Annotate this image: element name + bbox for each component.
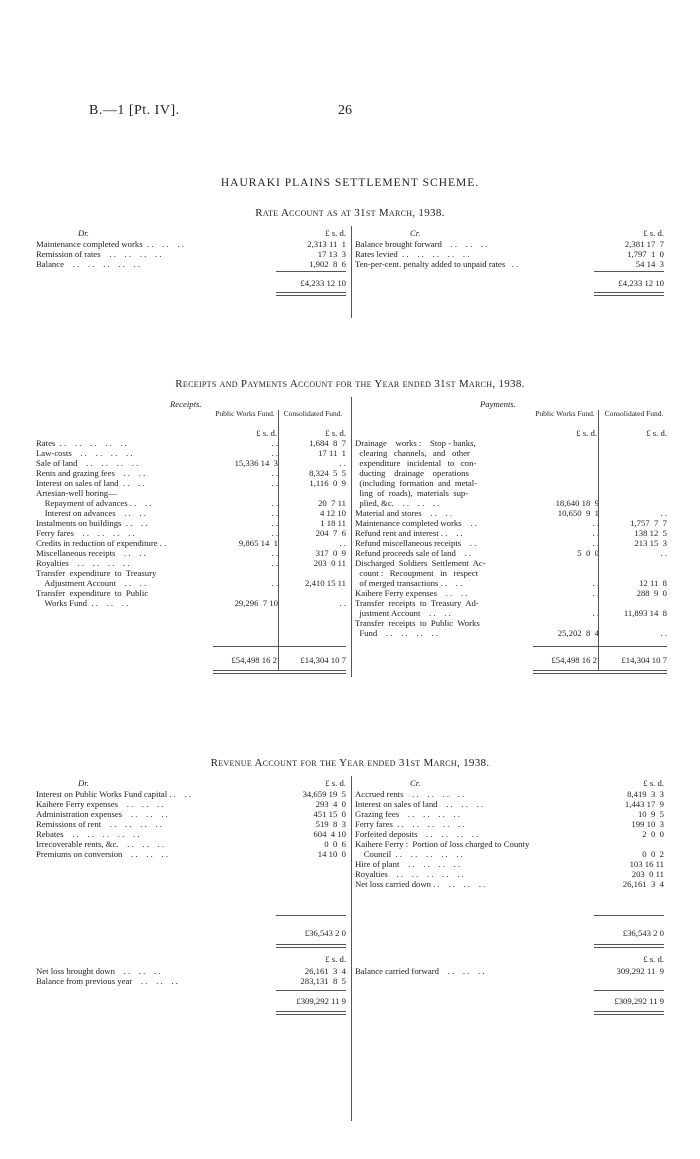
ledger-row [36, 438, 346, 448]
ledger-row-public-works-fund: . . [592, 578, 599, 588]
ledger-row-label: Interest on advances . . . . [36, 508, 147, 518]
ledger-row-amount: 199 10 3 [631, 819, 664, 829]
receipts-pwf-currency: £ s. d. [256, 428, 277, 438]
ledger-row [36, 789, 346, 799]
ledger-row-public-works-fund: . . [271, 518, 278, 528]
ledger-row-label: Rents and grazing fees . . . . [36, 468, 146, 478]
ledger-row-label: Drainage works : Stop - banks, [355, 438, 476, 448]
ledger-row-label: Council . . . . . . . . . . [355, 849, 463, 859]
revenue-cr-list [355, 789, 664, 889]
revenue-cr-total-rule [594, 944, 664, 948]
ledger-row [36, 528, 346, 538]
ledger-row-label: Fund . . . . . . . . [355, 628, 439, 638]
ledger-row-label: Transfer receipts to Treasury Ad- [355, 598, 479, 608]
ledger-row-label: plied, &c. . . . . . . [355, 498, 440, 508]
ledger-row-label: Ferry fares . . . . . . . . [36, 528, 135, 538]
ledger-row-label: Balance brought forward . . . . . . [355, 239, 488, 249]
ledger-row [355, 799, 664, 809]
receipts-payments-divider [351, 397, 352, 677]
ledger-row-label: Refund proceeds sale of land . . [355, 548, 472, 558]
ledger-row [36, 966, 346, 976]
ledger-row-label: Works Fund . . . . . . [36, 598, 129, 608]
revenue-cr-rule [594, 915, 664, 916]
ledger-row-public-works-fund: . . [592, 528, 599, 538]
revenue-cr2-currency-header: £ s. d. [643, 954, 664, 964]
ledger-row-label: Rebates . . . . . . . . . . [36, 829, 140, 839]
payments-total-pwf: £54,498 16 2 [551, 655, 597, 665]
ledger-row [36, 598, 346, 608]
ledger-row [355, 789, 664, 799]
ledger-row-label: Remissions of rent . . . . . . . . [36, 819, 162, 829]
ledger-row-label: justment Account . . . . [355, 608, 451, 618]
ledger-row [355, 448, 667, 458]
ledger-row-amount: 2,381 17 7 [624, 239, 664, 249]
ledger-row [355, 628, 667, 638]
ledger-row-public-works-fund: . . [271, 498, 278, 508]
ledger-row-label: Accrued rents . . . . . . . . [355, 789, 465, 799]
rate-cr-label: Cr. [410, 228, 421, 238]
ledger-row [36, 829, 346, 839]
ledger-row-consolidated-fund: 138 12 5 [634, 528, 667, 538]
ledger-row-amount: 103 16 11 [629, 859, 664, 869]
rate-dr-rule [276, 271, 346, 272]
ledger-row-consolidated-fund: 1 18 11 [320, 518, 346, 528]
revenue-dr-label: Dr. [78, 778, 89, 788]
ledger-row-amount: 519 8 3 [315, 819, 346, 829]
ledger-row-label: Sale of land . . . . . . . . [36, 458, 139, 468]
revenue-cr2-total-rule [594, 1011, 664, 1015]
ledger-row-amount: 1,443 17 9 [624, 799, 664, 809]
ledger-row [36, 558, 346, 568]
payments-cf-currency: £ s. d. [646, 428, 667, 438]
document-title: HAURAKI PLAINS SETTLEMENT SCHEME. [220, 177, 480, 189]
ledger-row-public-works-fund: . . [592, 608, 599, 618]
ledger-row-label: Ten-per-cent. penalty added to unpaid rates . . [355, 259, 519, 269]
ledger-row-amount: 604 4 10 [313, 829, 346, 839]
receipts-payments-title: Receipts and Payments Account for the Year ended 31st March, 1938. [175, 378, 525, 390]
ledger-row-public-works-fund: . . [271, 558, 278, 568]
ledger-row-label: ducting drainage operations [355, 468, 469, 478]
revenue-account-title: Revenue Account for the Year ended 31st March, 1938. [210, 757, 490, 769]
ledger-row [36, 548, 346, 558]
payments-col-divider [598, 410, 599, 670]
ledger-row-label: Material and stores . . . . [355, 508, 452, 518]
ledger-row-label: Artesian-well boring— [36, 488, 117, 498]
payments-rule [533, 646, 667, 647]
ledger-row [355, 498, 667, 508]
ledger-row-consolidated-fund: 204 7 6 [315, 528, 346, 538]
revenue-dr-rule [276, 915, 346, 916]
ledger-row-label: Refund rent and interest . . . . [355, 528, 463, 538]
ledger-row-public-works-fund: . . [271, 578, 278, 588]
ledger-row [355, 458, 667, 468]
ledger-row [355, 259, 664, 269]
ledger-row-public-works-fund: . . [271, 548, 278, 558]
ledger-row [36, 488, 346, 498]
ledger-row-public-works-fund: 25,202 8 4 [557, 628, 599, 638]
ledger-row-label: Rates levied . . . . . . . . . . [355, 249, 470, 259]
ledger-row [355, 966, 664, 976]
rate-cr-rule [594, 271, 664, 272]
ledger-row [355, 428, 667, 438]
ledger-row-label: Remission of rates . . . . . . . . [36, 249, 162, 259]
ledger-row-amount: 203 0 11 [631, 869, 664, 879]
rate-dr-total-rule [276, 292, 346, 296]
rate-cr-list [355, 239, 664, 269]
ledger-row-label: clearing channels, and other [355, 448, 470, 458]
page-reference: B.—1 [Pt. IV]. [89, 103, 180, 118]
ledger-row [36, 259, 346, 269]
ledger-row-label: Credits in reduction of expenditure . . [36, 538, 167, 548]
ledger-row-label: Grazing fees . . . . . . . . [355, 809, 460, 819]
ledger-row-label: Transfer expenditure to Treasury [36, 568, 157, 578]
revenue-dr2-rule [276, 990, 346, 991]
rate-dr-currency-header: £ s. d. [325, 228, 346, 238]
ledger-row-consolidated-fund: . . [660, 508, 667, 518]
ledger-row-label: Adjustment Account . . . . [36, 578, 147, 588]
ledger-row-label: Royalties . . . . . . . . . . [355, 869, 464, 879]
ledger-row-amount: 0 0 6 [324, 839, 346, 849]
ledger-row-label: Miscellaneous receipts . . . . [36, 548, 146, 558]
revenue-divider [351, 776, 352, 1121]
ledger-row-public-works-fund: . . [271, 438, 278, 448]
ledger-row-consolidated-fund: . . [660, 628, 667, 638]
ledger-row-label: expenditure incidental to con- [355, 458, 477, 468]
ledger-row-amount: 1,902 8 6 [309, 259, 346, 269]
ledger-row [36, 538, 346, 548]
ledger-row-label: Transfer receipts to Public Works [355, 618, 480, 628]
ledger-row-consolidated-fund: 2,410 15 11 [305, 578, 346, 588]
ledger-row-label: Net loss carried down . . . . . . . . [355, 879, 486, 889]
ledger-row-label: Interest on Public Works Fund capital . . . . [36, 789, 192, 799]
ledger-row-consolidated-fund: 1,116 0 9 [309, 478, 346, 488]
receipts-cf-header: Consolidated Fund. [283, 409, 343, 418]
ledger-row-amount: 54 14 3 [635, 259, 664, 269]
receipts-label: Receipts. [170, 399, 202, 409]
receipts-cf-currency: £ s. d. [325, 428, 346, 438]
ledger-row [36, 448, 346, 458]
rate-divider [351, 226, 352, 318]
ledger-row [355, 508, 667, 518]
ledger-row [36, 799, 346, 809]
ledger-row-amount: 26,161 3 4 [304, 966, 346, 976]
ledger-row [355, 859, 664, 869]
payments-pwf-currency: £ s. d. [576, 428, 597, 438]
ledger-row [36, 508, 346, 518]
ledger-row [355, 849, 664, 859]
ledger-row [36, 578, 346, 588]
ledger-row-amount: 34,659 19 5 [302, 789, 346, 799]
revenue-cr2-list [355, 966, 664, 976]
receipts-total-cf: £14,304 10 7 [300, 655, 346, 665]
ledger-row-label: Irrecoverable rents, &c. . . . . . . [36, 839, 165, 849]
ledger-row [355, 809, 664, 819]
ledger-row [355, 568, 667, 578]
ledger-row-label: Maintenance completed works . . . . . . [36, 239, 184, 249]
ledger-row-amount: 17 13 3 [317, 249, 346, 259]
revenue-dr2-total: £309,292 11 9 [296, 996, 346, 1006]
ledger-row-public-works-fund: . . [271, 448, 278, 458]
ledger-row-amount: 0 0 2 [642, 849, 664, 859]
ledger-row-consolidated-fund: 1,684 8 7 [309, 438, 346, 448]
ledger-row [36, 976, 346, 986]
revenue-cr-label: Cr. [410, 778, 421, 788]
payments-total-cf: £14,304 10 7 [621, 655, 667, 665]
ledger-row [36, 239, 346, 249]
ledger-row-consolidated-fund: . . [660, 548, 667, 558]
ledger-row-label: of merged transactions . . . . [355, 578, 463, 588]
ledger-row-label: Interest on sales of land . . . . [36, 478, 145, 488]
payments-pwf-header: Public Works Fund. [535, 409, 595, 418]
ledger-row [36, 809, 346, 819]
ledger-row-public-works-fund: . . [592, 538, 599, 548]
ledger-row-label: Discharged Soldiers Settlement Ac- [355, 558, 486, 568]
ledger-row [355, 538, 667, 548]
ledger-row-public-works-fund: 18,640 18 9 [555, 498, 599, 508]
rate-account-title: Rate Account as at 31st March, 1938. [255, 207, 445, 219]
rate-cr-total-rule [594, 292, 664, 296]
rate-dr-label: Dr. [78, 228, 89, 238]
ledger-row-consolidated-fund: 17 11 1 [318, 448, 346, 458]
ledger-row-label: Ferry fares . . . . . . . . . . [355, 819, 465, 829]
ledger-row-consolidated-fund: . . [339, 538, 346, 548]
ledger-row [355, 249, 664, 259]
revenue-dr2-list [36, 966, 346, 986]
receipts-pwf-header: Public Works Fund. [215, 409, 275, 418]
payments-list [355, 428, 667, 638]
ledger-row-label: Maintenance completed works . . [355, 518, 477, 528]
ledger-row-consolidated-fund: 203 0 11 [313, 558, 346, 568]
ledger-row-public-works-fund: 5 0 0 [577, 548, 599, 558]
ledger-row [355, 528, 667, 538]
ledger-row-public-works-fund: 15,336 14 3 [234, 458, 278, 468]
ledger-row [355, 588, 667, 598]
ledger-row-consolidated-fund: 4 12 10 [319, 508, 346, 518]
ledger-row [355, 239, 664, 249]
ledger-row-label: Transfer expenditure to Public [36, 588, 149, 598]
ledger-row [355, 488, 667, 498]
ledger-row-public-works-fund: . . [271, 468, 278, 478]
ledger-row-label: Forfeited deposits . . . . . . . . [355, 829, 479, 839]
revenue-dr2-currency-header: £ s. d. [325, 954, 346, 964]
revenue-dr-total-rule [276, 944, 346, 948]
ledger-row-consolidated-fund: 12 11 8 [639, 578, 667, 588]
ledger-row [355, 608, 667, 618]
ledger-row-label: Instalments on buildings . . . . [36, 518, 148, 528]
ledger-row-consolidated-fund: 317 0 9 [315, 548, 346, 558]
receipts-list [36, 438, 346, 608]
receipts-rule [213, 646, 346, 647]
ledger-row-label: Interest on sales of land . . . . . . [355, 799, 484, 809]
ledger-row-label: Balance carried forward . . . . . . [355, 966, 485, 976]
ledger-row [355, 438, 667, 448]
revenue-dr-currency-header: £ s. d. [325, 778, 346, 788]
receipts-total-pwf: £54,498 16 2 [231, 655, 277, 665]
ledger-row-label: Hire of plant . . . . . . . . [355, 859, 461, 869]
ledger-row [355, 839, 664, 849]
ledger-row [36, 478, 346, 488]
ledger-row-public-works-fund: 10,650 9 1 [557, 508, 599, 518]
ledger-row [355, 598, 667, 608]
ledger-row [36, 568, 346, 578]
ledger-row-public-works-fund: . . [592, 518, 599, 528]
ledger-row-label: Refund miscellaneous receipts . . [355, 538, 477, 548]
revenue-cr2-rule [594, 990, 664, 991]
ledger-row [355, 478, 667, 488]
ledger-row-amount: 451 15 0 [313, 809, 346, 819]
revenue-dr-total: £36,543 2 0 [304, 928, 346, 938]
ledger-row [36, 518, 346, 528]
ledger-row-consolidated-fund: 288 9 0 [636, 588, 667, 598]
ledger-row-public-works-fund: . . [592, 588, 599, 598]
ledger-row [355, 518, 667, 528]
ledger-row [355, 468, 667, 478]
ledger-row-label: Royalties . . . . . . . . [36, 558, 130, 568]
ledger-row-label: Balance . . . . . . . . . . [36, 259, 140, 269]
rate-dr-total: £4,233 12 10 [300, 278, 346, 288]
ledger-row-amount: 2,313 11 1 [307, 239, 346, 249]
ledger-row-consolidated-fund: 20 7 11 [318, 498, 346, 508]
ledger-row [36, 249, 346, 259]
page-number: 26 [338, 103, 352, 118]
ledger-row-label: Kaihere Ferry expenses . . . . [355, 588, 468, 598]
ledger-row [36, 588, 346, 598]
ledger-row-label: Net loss brought down . . . . . . [36, 966, 161, 976]
ledger-row [355, 578, 667, 588]
ledger-row-amount: 14 10 0 [317, 849, 346, 859]
revenue-cr-total: £36,543 2 0 [622, 928, 664, 938]
ledger-row-amount: 10 9 5 [637, 809, 664, 819]
ledger-row-label: Balance from previous year . . . . . . [36, 976, 178, 986]
ledger-row-public-works-fund: 9,865 14 1 [238, 538, 278, 548]
ledger-row-amount: 283,131 8 5 [300, 976, 346, 986]
ledger-row-public-works-fund: . . [271, 508, 278, 518]
ledger-row [355, 558, 667, 568]
ledger-row [355, 618, 667, 628]
ledger-row-label: ling of roads), materials sup- [355, 488, 469, 498]
ledger-row-label: Repayment of advances . . . . [36, 498, 152, 508]
ledger-row-amount: 1,797 1 0 [627, 249, 664, 259]
ledger-row [355, 548, 667, 558]
revenue-dr-list [36, 789, 346, 859]
ledger-row-label: Premiums on conversion . . . . . . [36, 849, 168, 859]
ledger-row [355, 879, 664, 889]
ledger-row-amount: 293 4 0 [315, 799, 346, 809]
ledger-row-consolidated-fund: . . [339, 598, 346, 608]
ledger-row-consolidated-fund: 1,757 7 7 [630, 518, 667, 528]
ledger-row-amount: 309,292 11 9 [616, 966, 664, 976]
ledger-row-label: Law-costs . . . . . . . . [36, 448, 133, 458]
revenue-cr-currency-header: £ s. d. [643, 778, 664, 788]
ledger-row-public-works-fund: 29,296 7 10 [234, 598, 278, 608]
revenue-dr2-total-rule [276, 1011, 346, 1015]
rate-dr-list [36, 239, 346, 269]
ledger-row-label: count : Recoupment in respect [355, 568, 479, 578]
ledger-row [36, 458, 346, 468]
ledger-row-consolidated-fund: 8,324 5 5 [309, 468, 346, 478]
ledger-row-consolidated-fund: 11,893 14 8 [623, 608, 667, 618]
ledger-row-amount: 8,419 3 3 [627, 789, 664, 799]
payments-label: Payments. [480, 399, 516, 409]
ledger-row [36, 498, 346, 508]
revenue-cr2-total: £309,292 11 9 [614, 996, 664, 1006]
ledger-row-public-works-fund: . . [271, 478, 278, 488]
ledger-row [36, 849, 346, 859]
ledger-row-label: Rates . . . . . . . . . . [36, 438, 127, 448]
ledger-row-consolidated-fund: 213 15 3 [634, 538, 667, 548]
ledger-row-public-works-fund: . . [271, 528, 278, 538]
ledger-row [36, 468, 346, 478]
ledger-row-label: Administration expenses . . . . . . [36, 809, 168, 819]
receipts-total-rule [213, 670, 346, 674]
ledger-row-amount: 2 0 0 [642, 829, 664, 839]
payments-cf-header: Consolidated Fund. [604, 409, 664, 418]
ledger-row-label: Kaihere Ferry expenses . . . . . . [36, 799, 164, 809]
ledger-row [355, 819, 664, 829]
payments-total-rule [533, 670, 667, 674]
ledger-row [36, 819, 346, 829]
rate-cr-currency-header: £ s. d. [643, 228, 664, 238]
rate-cr-total: £4,233 12 10 [618, 278, 664, 288]
ledger-row [355, 869, 664, 879]
ledger-row-consolidated-fund: . . [339, 458, 346, 468]
receipts-col-divider [278, 410, 279, 670]
ledger-row-label: (including formation and metal- [355, 478, 478, 488]
ledger-row-label: Kaihere Ferry : Portion of loss charged to County [355, 839, 530, 849]
ledger-row [36, 839, 346, 849]
ledger-row [355, 829, 664, 839]
ledger-row-amount: 26,161 3 4 [622, 879, 664, 889]
